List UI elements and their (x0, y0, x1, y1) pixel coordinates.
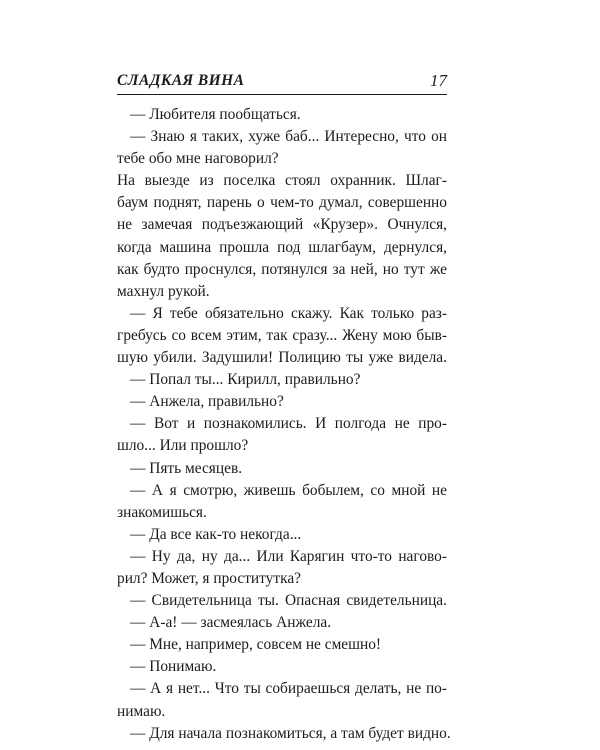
text-line: На выезде из поселка стоял охранник. Шлаг- (117, 172, 447, 190)
page-number: 17 (430, 71, 447, 90)
text-line: — Мне, например, совсем не смешно! (130, 636, 382, 654)
text-line: — Знаю я таких, хуже баб... Интересно, что он (130, 128, 447, 146)
text-line: — Вот и познакомились. И полгода не про- (130, 415, 447, 433)
text-line: — Я тебе обязательно скажу. Как только раз- (130, 304, 447, 322)
text-line: — А я нет... Что ты собираешься делать, не по- (130, 680, 447, 698)
text-line: как будто проснулся, потянулся за ней, но тут же (117, 260, 447, 278)
text-line: — Свидетельница ты. Опасная свидетельница. (130, 592, 447, 610)
text-line: баум поднят, парень о чем-то думал, совершенно (117, 194, 447, 212)
text-line: — А я смотрю, живешь бобылем, со мной не (130, 481, 447, 499)
text-line: гребусь со всем этим, так сразу... Жену мою быв- (117, 326, 447, 344)
running-header (117, 70, 447, 96)
text-line: махнул рукой. (117, 282, 210, 300)
text-line: — Для начала познакомиться, а там будет видно. (130, 724, 451, 742)
running-title: СЛАДКАЯ ВИНА (117, 72, 245, 89)
text-line: — Попал ты... Кирилл, правильно? (130, 371, 361, 389)
body-text (117, 104, 451, 745)
text-line: — Ну да, ну да... Или Карягин что-то нагово- (130, 547, 447, 565)
text-line: знакомишься. (117, 503, 207, 521)
text-line: — Любителя пообщаться. (130, 106, 301, 123)
text-line: шую убили. Задушили! Полицию ты уже видела. (117, 349, 447, 367)
text-line: тебе обо мне наговорил? (117, 150, 279, 168)
text-line: не замечая подъезжающий «Крузер». Очнулся, (117, 216, 447, 234)
text-line: — Анжела, правильно? (130, 393, 284, 411)
text-line: — А-а! — засмеялась Анжела. (130, 614, 332, 632)
text-line: когда машина прошла под шлагбаум, дернулся, (117, 238, 447, 256)
text-line: рил? Может, я проститутка? (117, 569, 302, 587)
header-rule (117, 94, 447, 95)
text-line: — Пять месяцев. (130, 459, 243, 477)
text-line: шло... Или прошло? (117, 437, 249, 455)
text-line: нимаю. (117, 702, 166, 720)
text-line: — Понимаю. (130, 658, 217, 676)
text-line: — Да все как-то некогда... (130, 525, 302, 543)
